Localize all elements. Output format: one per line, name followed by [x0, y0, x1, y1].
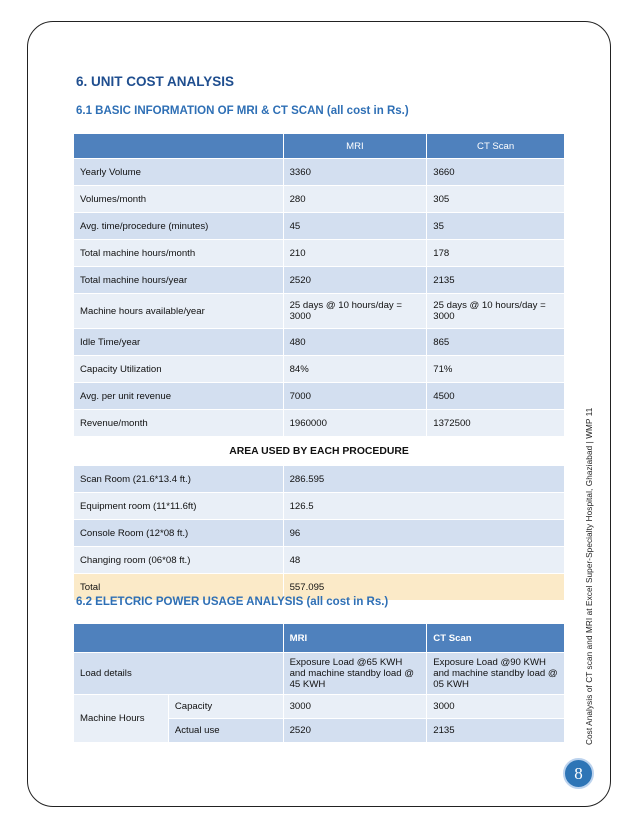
room-area: 126.5 — [283, 493, 564, 520]
area-heading-row — [74, 437, 565, 466]
actual-mri: 2520 — [283, 719, 427, 743]
capacity-label: Capacity — [168, 695, 283, 719]
subsection-title-2: 6.2 ELETCRIC POWER USAGE ANALYSIS (all cost in Rs.) — [76, 596, 389, 608]
mri-value: 1960000 — [283, 410, 427, 437]
total-value: 557.095 — [283, 574, 564, 601]
header-cell — [74, 624, 284, 653]
header-cell-ct: CT Scan — [427, 134, 565, 159]
table-row — [74, 294, 565, 329]
room-label: Scan Room (21.6*13.4 ft.) — [74, 466, 284, 493]
mri-value: 3360 — [283, 159, 427, 186]
table-row — [74, 466, 565, 493]
header-cell-mri: MRI — [283, 134, 427, 159]
table-header-row — [74, 624, 565, 653]
table-row — [74, 520, 565, 547]
mri-value: 480 — [283, 329, 427, 356]
table-header-row — [74, 134, 565, 159]
ct-value: 305 — [427, 186, 565, 213]
room-label: Changing room (06*08 ft.) — [74, 547, 284, 574]
page-number-badge: 8 — [563, 758, 594, 789]
table-row — [74, 240, 565, 267]
row-label: Capacity Utilization — [74, 356, 284, 383]
row-label: Idle Time/year — [74, 329, 284, 356]
table-row — [74, 186, 565, 213]
actual-ct: 2135 — [427, 719, 565, 743]
total-label: Total — [74, 574, 284, 601]
mri-value: 45 — [283, 213, 427, 240]
ct-value: 4500 — [427, 383, 565, 410]
load-label: Load details — [74, 653, 284, 695]
table-row — [74, 695, 565, 719]
table-row — [74, 383, 565, 410]
ct-value: 1372500 — [427, 410, 565, 437]
room-area: 48 — [283, 547, 564, 574]
ct-value: 71% — [427, 356, 565, 383]
row-label: Total machine hours/year — [74, 267, 284, 294]
room-area: 286.595 — [283, 466, 564, 493]
header-cell — [74, 134, 284, 159]
capacity-ct: 3000 — [427, 695, 565, 719]
ct-value: 865 — [427, 329, 565, 356]
table-row — [74, 356, 565, 383]
room-label: Console Room (12*08 ft.) — [74, 520, 284, 547]
subsection-title-1: 6.1 BASIC INFORMATION OF MRI & CT SCAN (all cost in Rs.) — [76, 105, 409, 117]
room-label: Equipment room (11*11.6ft) — [74, 493, 284, 520]
row-label: Machine hours available/year — [74, 294, 284, 329]
row-label: Avg. per unit revenue — [74, 383, 284, 410]
table-row — [74, 493, 565, 520]
basic-info-table — [73, 133, 565, 601]
actual-label: Actual use — [168, 719, 283, 743]
power-usage-table — [73, 623, 565, 743]
mri-value: 84% — [283, 356, 427, 383]
ct-value: 25 days @ 10 hours/day = 3000 — [427, 294, 565, 329]
mri-value: 2520 — [283, 267, 427, 294]
row-label: Total machine hours/month — [74, 240, 284, 267]
ct-value: 178 — [427, 240, 565, 267]
mri-value: 25 days @ 10 hours/day = 3000 — [283, 294, 427, 329]
mri-value: 280 — [283, 186, 427, 213]
table-row — [74, 410, 565, 437]
header-cell-mri: MRI — [283, 624, 427, 653]
side-running-header: Cost Analysis of CT scan and MRI at Excel Super-Specialty Hospital, Ghaziabad | WMP 11 — [585, 407, 594, 745]
table-row — [74, 547, 565, 574]
mri-value: 7000 — [283, 383, 427, 410]
table-row — [74, 267, 565, 294]
room-area: 96 — [283, 520, 564, 547]
ct-value: 2135 — [427, 267, 565, 294]
load-mri: Exposure Load @65 KWH and machine standby load @ 45 KWH — [283, 653, 427, 695]
table-row — [74, 329, 565, 356]
ct-value: 3660 — [427, 159, 565, 186]
machine-hours-label: Machine Hours — [74, 695, 169, 743]
ct-value: 35 — [427, 213, 565, 240]
row-label: Volumes/month — [74, 186, 284, 213]
header-cell-ct: CT Scan — [427, 624, 565, 653]
row-label: Avg. time/procedure (minutes) — [74, 213, 284, 240]
row-label: Revenue/month — [74, 410, 284, 437]
capacity-mri: 3000 — [283, 695, 427, 719]
load-ct: Exposure Load @90 KWH and machine standby load @ 05 KWH — [427, 653, 565, 695]
table-row — [74, 653, 565, 695]
row-label: Yearly Volume — [74, 159, 284, 186]
section-title: 6. UNIT COST ANALYSIS — [76, 74, 235, 89]
table-row — [74, 159, 565, 186]
mri-value: 210 — [283, 240, 427, 267]
table-row — [74, 213, 565, 240]
area-heading: AREA USED BY EACH PROCEDURE — [74, 437, 565, 466]
